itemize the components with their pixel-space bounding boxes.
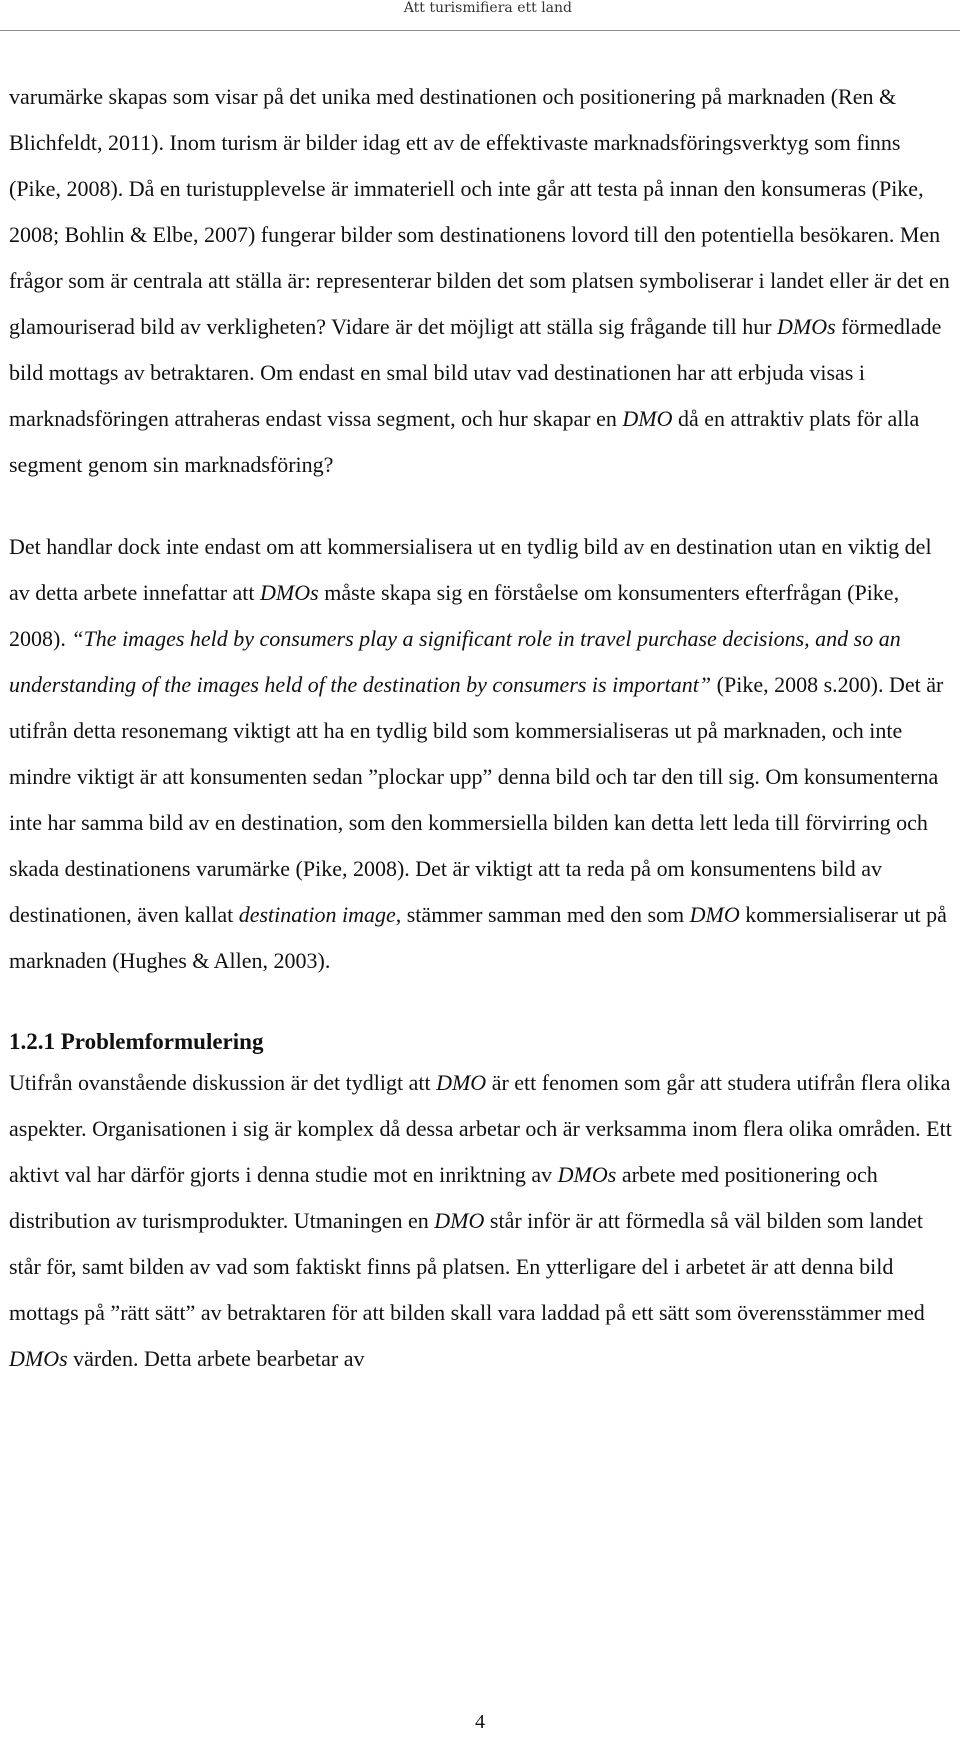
paragraph1-run-2: förmedlade bild mottags av betraktaren. Om endast en smal bild utav vad destinationen har att erbjuda visas i marknadsföringen attraheras endast vissa segment, och hur skapar en <box>9 314 942 431</box>
paragraph-gap <box>9 488 957 524</box>
paragraph1-run-3-italic: DMO <box>622 406 673 431</box>
paragraph3-run-6: står inför är att förmedla så väl bilden som landet står för, samt bilden av vad som faktiskt finns på platsen. En ytterligare del i arbetet är att denna bild mottags på ”rätt sätt” av betraktaren för att bilden skall vara laddad på ett sätt som överensstämmer med <box>9 1208 925 1325</box>
page-body <box>9 74 957 1382</box>
paragraph1-run-0: varumärke skapas som visar på det unika med destinationen och positionering på marknaden (Ren & Blichfeldt, 2011). Inom turism är bilder idag ett av de effektivaste marknadsföringsverktyg som finns (Pike, 2008). Då en turistupplevelse är immateriell och inte går att testa på innan den konsumeras (Pike, 2008; Bohlin & Elbe, 2007) fungerar bilder som destinationens lovord till den potentiella besökaren. Men frågor som är centrala att ställa är: representerar bilden det som platsen symboliserar i landet eller är det en glamouriserad bild av verkligheten? Vidare är det möjligt att ställa sig frågande till hur <box>9 84 950 339</box>
paragraph3-run-1-italic: DMO <box>436 1070 487 1095</box>
paragraph3-run-5-italic: DMO <box>434 1208 485 1233</box>
paragraph3-run-4: arbete med positionering och distribution av turismprodukter. Utmaningen en <box>9 1162 878 1233</box>
paragraph2-run-3-italic: “The images held by consumers play a significant role in travel purchase decisions, and so an understanding of the images held of the destination by consumers is important” <box>9 626 901 697</box>
paragraph3-run-2: är ett fenomen som går att studera utifrån flera olika aspekter. Organisationen i sig är komplex då dessa arbetar och är verksamma inom flera olika områden. Ett aktivt val har därför gjorts i denna studie mot en inriktning av <box>9 1070 952 1187</box>
paragraph2-run-5-italic: destination image <box>238 902 396 927</box>
body-paragraph-3 <box>9 1060 957 1382</box>
paragraph2-run-6: , stämmer samman med den som <box>395 902 690 927</box>
paragraph2-run-4: (Pike, 2008 s.200). Det är utifrån detta resonemang viktigt att ha en tydlig bild som kommersialiseras ut på marknaden, och inte mindre viktigt är att konsumenten sedan ”plockar upp” denna bild och tar den till sig. Om konsumenterna inte har samma bild av en destination, som den kommersiella bilden kan detta lett leda till förvirring och skada destinationens varumärke (Pike, 2008). Det är viktigt att ta reda på om konsumentens bild av destinationen, även kallat <box>9 672 944 927</box>
running-title: Att turismifiera ett land <box>403 0 572 16</box>
paragraph3-run-0: Utifrån ovanstående diskussion är det tydligt att <box>9 1070 437 1095</box>
running-header <box>0 0 960 31</box>
paragraph2-run-2: måste skapa sig en förståelse om konsumenters efterfrågan (Pike, 2008). <box>9 580 900 651</box>
paragraph1-run-4: då en attraktiv plats för alla segment genom sin marknadsföring? <box>9 406 920 477</box>
page-number: 4 <box>475 1711 485 1733</box>
section-heading: 1.2.1 Problemformulering <box>9 1029 264 1054</box>
paragraph3-run-8: värden. Detta arbete bearbetar av <box>67 1346 365 1371</box>
body-paragraph-2 <box>9 524 957 984</box>
body-paragraph-1 <box>9 74 957 488</box>
section-gap <box>9 984 957 1024</box>
paragraph2-run-7-italic: DMO <box>689 902 740 927</box>
paragraph3-run-3-italic: DMOs <box>557 1162 617 1187</box>
paragraph2-run-0: Det handlar dock inte endast om att kommersialisera ut en tydlig bild av en destination utan en viktig del av detta arbete innefattar att <box>9 534 932 605</box>
paragraph2-run-1-italic: DMOs <box>260 580 319 605</box>
paragraph2-run-8: kommersialiserar ut på marknaden (Hughes & Allen, 2003). <box>9 902 947 973</box>
paragraph3-run-7-italic: DMOs <box>9 1346 68 1371</box>
paragraph1-run-1-italic: DMOs <box>777 314 836 339</box>
